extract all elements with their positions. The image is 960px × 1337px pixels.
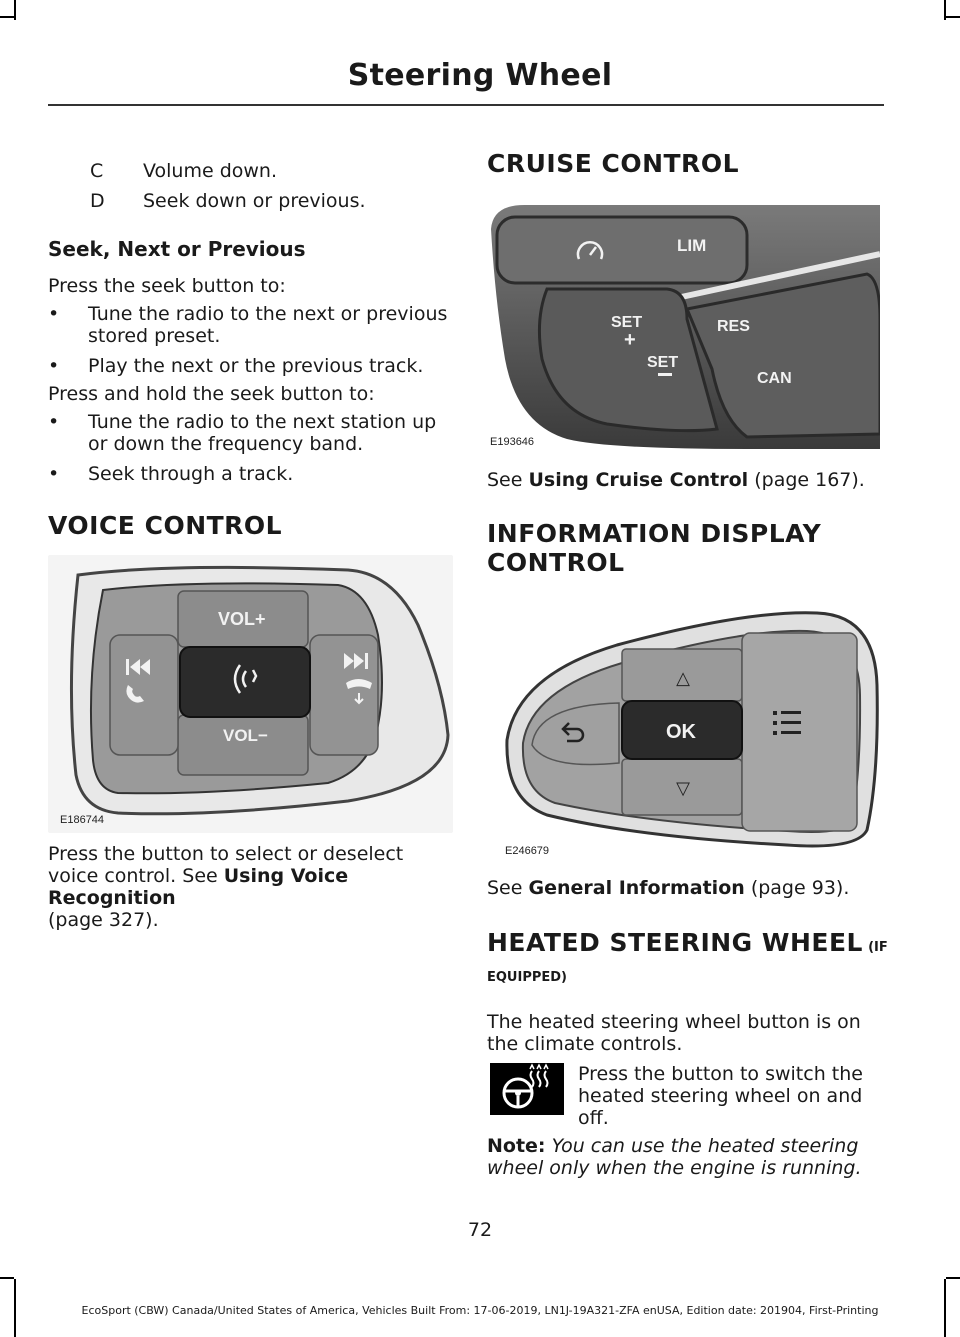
- list-item: [48, 303, 448, 347]
- heading-qualifier: (IF: [868, 940, 888, 955]
- see-text: See: [487, 469, 529, 491]
- set-minus-label: SET: [647, 354, 679, 371]
- paragraph-text: Press the button to select or deselect voice control. See: [48, 843, 404, 887]
- figure-code: E246679: [505, 845, 550, 857]
- section-heading-seek: Seek, Next or Previous: [48, 237, 306, 261]
- voice-control-figure: [48, 555, 453, 833]
- bullet-text: Tune the radio to the next station up or down the frequency band.: [88, 411, 437, 455]
- up-arrow-icon: △: [676, 668, 690, 689]
- section-heading-heated: [487, 928, 888, 957]
- heated-wheel-icon: [490, 1063, 564, 1115]
- see-text: See: [487, 877, 529, 899]
- page-title: Steering Wheel: [347, 58, 613, 93]
- heading-qualifier-2: EQUIPPED): [487, 970, 567, 985]
- info-see-line: [487, 877, 849, 899]
- crop-mark: [946, 16, 960, 18]
- header-divider: [48, 104, 884, 106]
- cross-reference-link[interactable]: General Information: [528, 877, 745, 899]
- bullet-text: Play the next or the previous track.: [88, 355, 424, 377]
- crop-mark: [946, 1277, 960, 1279]
- list-item-text: Volume down.: [143, 160, 278, 182]
- heated-heading-text: HEATED STEERING WHEEL: [487, 928, 863, 957]
- minus-icon: [658, 373, 672, 376]
- down-arrow-icon: ▽: [676, 778, 690, 799]
- list-item: [48, 355, 448, 377]
- bullet-icon: •: [48, 355, 60, 377]
- figure-code: E186744: [60, 814, 105, 826]
- bullet-icon: •: [48, 411, 60, 433]
- list-item-text: Seek down or previous.: [143, 190, 366, 212]
- plus-icon: +: [624, 329, 636, 351]
- list-item-key: C: [90, 160, 104, 182]
- list-item-key: D: [90, 190, 105, 212]
- page-reference: (page 93).: [744, 877, 850, 899]
- cruise-see-line: [487, 469, 865, 491]
- list-item: [48, 463, 448, 485]
- cross-reference-link[interactable]: Using Cruise Control: [528, 469, 749, 491]
- note-label: Note:: [487, 1135, 546, 1157]
- bullet-text: Seek through a track.: [88, 463, 294, 485]
- vol-down-label: VOL−: [223, 726, 268, 745]
- section-heading-voice: VOICE CONTROL: [48, 511, 283, 540]
- bullet-list: [48, 303, 448, 377]
- crop-mark: [0, 1277, 14, 1279]
- ok-label: OK: [666, 721, 696, 743]
- icon-description: Press the button to switch the heated steering wheel on and off.: [578, 1063, 863, 1129]
- section-heading-cruise: CRUISE CONTROL: [487, 149, 739, 178]
- cross-reference-link[interactable]: Using Voice Recognition: [48, 865, 349, 909]
- bullet-text: Tune the radio to the next or previous stored preset.: [88, 303, 448, 347]
- cruise-control-figure: [487, 199, 880, 457]
- list-item: [48, 411, 448, 455]
- paragraph: Press and hold the seek button to:: [48, 383, 375, 405]
- lim-label: LIM: [677, 236, 707, 255]
- crop-mark: [0, 16, 14, 18]
- set-plus-label: SET: [611, 314, 643, 331]
- can-label: CAN: [757, 370, 792, 387]
- section-heading-info: INFORMATION DISPLAY: [487, 519, 822, 548]
- voice-paragraph: [48, 843, 453, 931]
- info-display-figure: [487, 605, 880, 867]
- paragraph: Press the seek button to:: [48, 275, 286, 297]
- bullet-list: [48, 411, 448, 485]
- crop-mark: [14, 0, 16, 20]
- note: [487, 1135, 882, 1179]
- bullet-icon: •: [48, 303, 60, 325]
- paragraph: The heated steering wheel button is on the climate controls.: [487, 1011, 861, 1055]
- res-label: RES: [717, 318, 750, 335]
- page-number: 72: [467, 1219, 493, 1241]
- page-reference: (page 167).: [748, 469, 865, 491]
- figure-code: E193646: [490, 436, 535, 448]
- page-reference: (page 327).: [48, 909, 159, 931]
- vol-up-label: VOL+: [218, 609, 266, 629]
- section-heading-info-2: CONTROL: [487, 548, 625, 577]
- edition-footer: EcoSport (CBW) Canada/United States of America, Vehicles Built From: 17-06-2019, LN1J-19A321-ZFA enUSA, Edition date: 201904, First-Printing: [81, 1304, 879, 1317]
- bullet-icon: •: [48, 463, 60, 485]
- note-text: You can use the heated steering wheel only when the engine is running.: [487, 1135, 862, 1179]
